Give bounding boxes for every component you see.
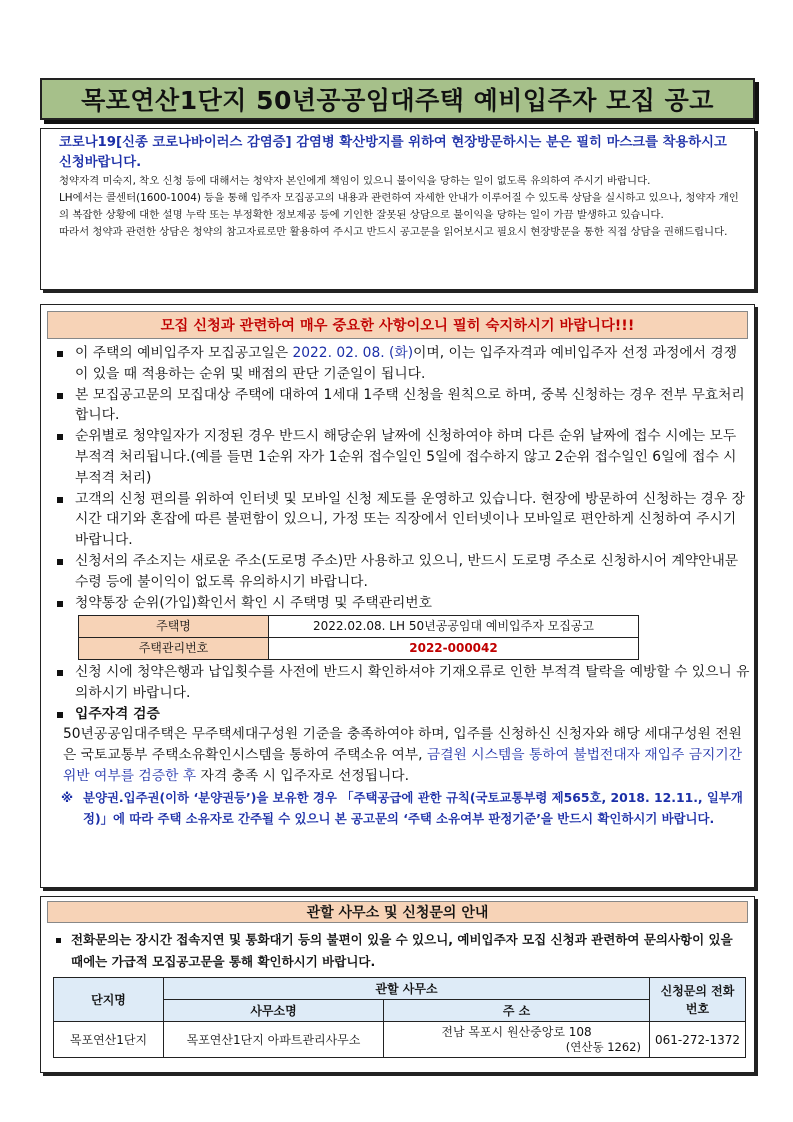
notice-paragraph: 청약자격 미숙지, 착오 신청 등에 대해서는 청약자 본인에게 책임이 있으니 불이익을 당하는 일이 없도록 유의하여 주시기 바랍니다. [59, 175, 651, 187]
page-title: 목포연산1단지 50년공공임대주택 예비입주자 모집 공고 [40, 78, 755, 120]
housing-code-label: 주택관리번호 [79, 638, 269, 660]
important-body [41, 339, 754, 829]
list-item: 순위별로 청약일자가 지정된 경우 반드시 해당순위 날짜에 신청하여야 하며 다른 순위 날짜에 접수 시에는 모두 부적격 처리됩니다.(예를 들면 1순위 자가 1순위 접수일인 5일에 접수하지 않고 2순위 접수일인 6일에 접수 시 부적격 처리) [53, 426, 750, 488]
list-item: 청약통장 순위(가입)확인서 확인 시 주택명 및 주택관리번호 [53, 593, 750, 614]
notice-body [59, 173, 744, 241]
note-mark: ※ [61, 789, 74, 805]
covid-notice-box [40, 128, 755, 290]
office-note: 전화문의는 장시간 접속지연 및 통화대기 등의 불편이 있을 수 있으니, 예비입주자 모집 신청과 관련하여 문의사항이 있을 때에는 가급적 모집공고문을 통해 확인하시기 바랍니다. [53, 929, 744, 973]
housing-info-table [78, 615, 639, 660]
qualification-heading: 입주자격 검증 [53, 704, 750, 725]
address-line-1: 전남 목포시 원산중앙로 108 [441, 1024, 592, 1039]
address-cell [384, 1022, 650, 1058]
table-row [54, 978, 746, 1000]
phone-header: 신청문의 전화번호 [650, 978, 746, 1022]
housing-name-value: 2022.02.08. LH 50년공공임대 예비입주자 모집공고 [269, 616, 639, 638]
housing-name-label: 주택명 [79, 616, 269, 638]
qualification-text: 50년공공임대주택은 무주택세대구성원 기준을 충족하여야 하며, 입주를 신청하신 신청자와 해당 세대구성원 전원은 국토교통부 주택소유확인시스템을 통하여 주택소유 여부, 금결원 시스템을 통하여 불법전대자 재입주 금지기간 위반 여부를 검증한 후 자격 충족 시 입주자로 선정됩니다. [63, 726, 743, 784]
phone-cell: 061-272-1372 [650, 1022, 746, 1058]
address-header: 주 소 [384, 1000, 650, 1022]
qualification-highlight: 금결원 시스템을 통하여 불법전대자 재입주 금지기간 위반 여부를 검증한 후 [63, 747, 743, 784]
office-name-cell: 목포연산1단지 아파트관리사무소 [164, 1022, 384, 1058]
list-item: 고객의 신청 편의를 위하여 인터넷 및 모바일 신청 제도를 운영하고 있습니다. 현장에 방문하여 신청하는 경우 장시간 대기와 혼잡에 따른 불편함이 있으니, 가정 또는 직장에서 인터넷이나 모바일로 편안하게 신청하여 주시기 바랍니다. [53, 489, 750, 551]
office-name-header: 사무소명 [164, 1000, 384, 1022]
ownership-note [53, 787, 750, 829]
list-item: 이 주택의 예비입주자 모집공고일은 2022. 02. 08. (화)이며, 이는 입주자격과 예비입주자 선정 과정에서 경쟁이 있을 때 적용하는 순위 및 배점의 판단 기준일이 됩니다. [53, 343, 750, 385]
housing-code-value: 2022-000042 [269, 638, 639, 660]
complex-header: 단지명 [54, 978, 164, 1022]
notice-paragraph: LH에서는 콜센터(1600-1004) 등을 통해 입주자 모집공고의 내용과 관련하여 자세한 안내가 이루어질 수 있도록 상담을 실시하고 있으나, 청약자 개인의 복잡한 상황에 대한 설명 누락 또는 부정확한 정보제공 등에 기인한 잘못된 상담으로 불이익을 당하는 일이 가끔 발생하고 있습니다. [59, 192, 739, 221]
table-row [54, 1022, 746, 1058]
ownership-note-text: 분양권.입주권(이하 ‘분양권등’)을 보유한 경우 「주택공급에 관한 규칙(국토교통부령 제565호, 2018. 12.11., 일부개정)」에 따라 주택 소유자로 간주될 수 있으니 본 공고문의 ‘주택 소유여부 판정기준’을 반드시 확인하시기 바랍니다. [83, 789, 743, 826]
list-item: 신청서의 주소지는 새로운 주소(도로명 주소)만 사용하고 있으니, 반드시 도로명 주소로 신청하시어 계약안내문 수령 등에 불이익이 없도록 유의하시기 바랍니다. [53, 551, 750, 593]
office-table [53, 977, 746, 1058]
important-section [40, 304, 755, 888]
notice-paragraph: 따라서 청약과 관련한 상담은 청약의 참고자료로만 활용하여 주시고 반드시 공고문을 읽어보시고 필요시 현장방문을 통한 직접 상담을 권해드립니다. [59, 226, 728, 238]
complex-cell: 목포연산1단지 [54, 1022, 164, 1058]
address-line-2: (연산동 1262) [565, 1039, 641, 1054]
announcement-date: 2022. 02. 08. (화) [292, 345, 414, 361]
important-heading: 모집 신청과 관련하여 매우 중요한 사항이오니 필히 숙지하시기 바랍니다!!! [47, 311, 748, 339]
list-item: 신청 시에 청약은행과 납입횟수를 사전에 반드시 확인하셔야 기재오류로 인한 부적격 탈락을 예방할 수 있으니 유의하시기 바랍니다. [53, 662, 750, 704]
office-heading: 관할 사무소 및 신청문의 안내 [47, 901, 748, 923]
office-group-header: 관할 사무소 [164, 978, 650, 1000]
table-row [79, 638, 639, 660]
office-section [40, 896, 755, 1073]
covid-notice-headline: 코로나19[신종 코로나바이러스 감염증] 감염병 확산방지를 위하여 현장방문하시는 분은 필히 마스크를 착용하시고 신청바랍니다. [59, 135, 727, 170]
list-item: 본 모집공고문의 모집대상 주택에 대하여 1세대 1주택 신청을 원칙으로 하며, 중복 신청하는 경우 전부 무효처리 합니다. [53, 385, 750, 427]
table-row [79, 616, 639, 638]
